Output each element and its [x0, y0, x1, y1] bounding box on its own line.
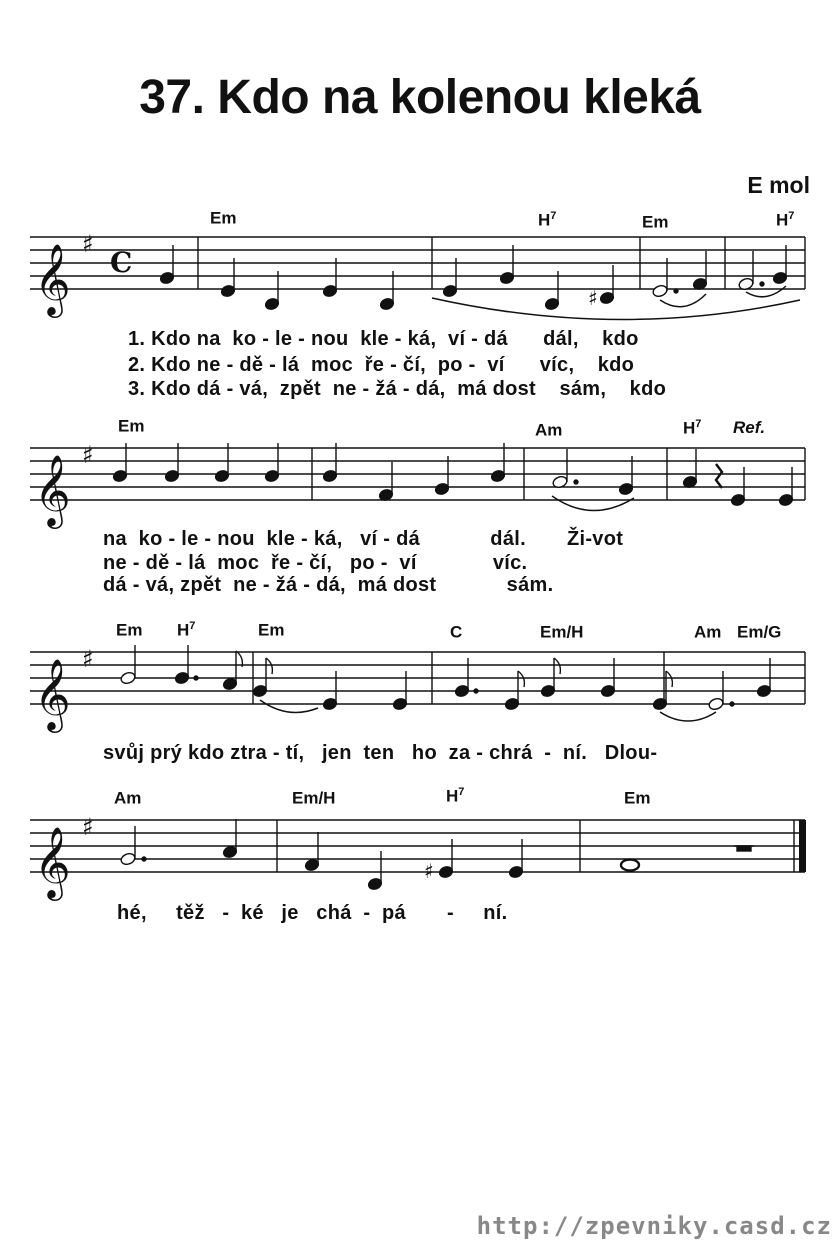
chord-symbol: Em — [624, 788, 651, 808]
sharp-icon: ♯ — [82, 441, 94, 469]
lyric-line: ne - dě - lá moc ře - čí, po - ví víc. — [103, 552, 528, 574]
treble-clef-icon: 𝄞 — [34, 825, 71, 898]
staff-system-4 — [30, 820, 805, 872]
treble-clef-icon: 𝄞 — [34, 242, 71, 315]
chord-symbol: C — [450, 622, 463, 642]
chord-symbol: $H^7$ — [776, 210, 795, 230]
quarter-rest-icon — [716, 464, 722, 488]
notes-system-4 — [120, 819, 754, 891]
chord-symbol: Em — [210, 208, 237, 228]
half-rest-icon — [737, 846, 751, 851]
lyric-line: na ko - le - nou kle - ká, ví - dá dál. Ži-vot — [103, 528, 624, 550]
key-signature-label: E mol — [747, 172, 810, 198]
sharp-icon: ♯ — [82, 813, 94, 841]
sharp-icon: ♯ — [588, 286, 598, 310]
slur — [432, 298, 800, 320]
chord-symbol: Am — [694, 622, 722, 642]
common-time-icon: C — [110, 246, 133, 279]
lyric-line: dá - vá, zpět ne - žá - dá, má dost sám. — [103, 574, 554, 596]
chord-symbol: $H^7$ — [177, 620, 196, 640]
website-watermark: http://zpevniky.casd.cz — [476, 1212, 832, 1240]
slur — [660, 294, 706, 307]
chord-symbol: Em — [642, 212, 669, 232]
lyric-line: svůj prý kdo ztra - tí, jen ten ho za - chrá - ní. Dlou- — [103, 742, 658, 764]
chord-symbol: $H^7$ — [446, 786, 465, 806]
notes-system-2 — [112, 443, 794, 507]
chord-symbol: Em — [258, 620, 285, 640]
sharp-icon: ♯ — [82, 230, 94, 258]
notes-system-1 — [159, 245, 788, 311]
lyric-line: hé, těž - ké je chá - pá - ní. — [117, 902, 508, 924]
chord-symbol: $H^7$ — [538, 210, 557, 230]
treble-clef-icon: 𝄞 — [34, 453, 71, 526]
chord-symbol: Em — [118, 416, 145, 436]
treble-clef-icon: 𝄞 — [34, 657, 71, 730]
tie — [260, 700, 318, 713]
staff-system-2 — [30, 448, 805, 500]
chord-symbol: Em/H — [540, 622, 584, 642]
staff-system-3 — [30, 652, 805, 704]
lyric-line: 2. Kdo ne - dě - lá moc ře - čí, po - ví víc, kdo — [128, 354, 635, 376]
slur — [552, 496, 634, 511]
tie — [660, 712, 716, 721]
chord-symbol: $H^7$ — [683, 418, 702, 438]
lyric-line: 3. Kdo dá - vá, zpět ne - žá - dá, má dost sám, kdo — [128, 378, 667, 400]
chord-symbol: Am — [114, 788, 142, 808]
staff-system-1 — [30, 237, 805, 289]
lyric-line: 1. Kdo na ko - le - nou kle - ká, ví - dá dál, kdo — [128, 328, 639, 350]
sharp-icon: ♯ — [424, 859, 434, 883]
refrain-label: Ref. — [733, 418, 766, 437]
chord-symbol: Em/G — [737, 622, 782, 642]
final-barline — [799, 820, 806, 872]
slur — [746, 286, 786, 297]
chord-symbol: Am — [535, 420, 563, 440]
chord-symbol: Em/H — [292, 788, 336, 808]
chord-symbol: Em — [116, 620, 143, 640]
song-title: 37. Kdo na kolenou kleká — [139, 71, 701, 124]
sharp-icon: ♯ — [82, 645, 94, 673]
